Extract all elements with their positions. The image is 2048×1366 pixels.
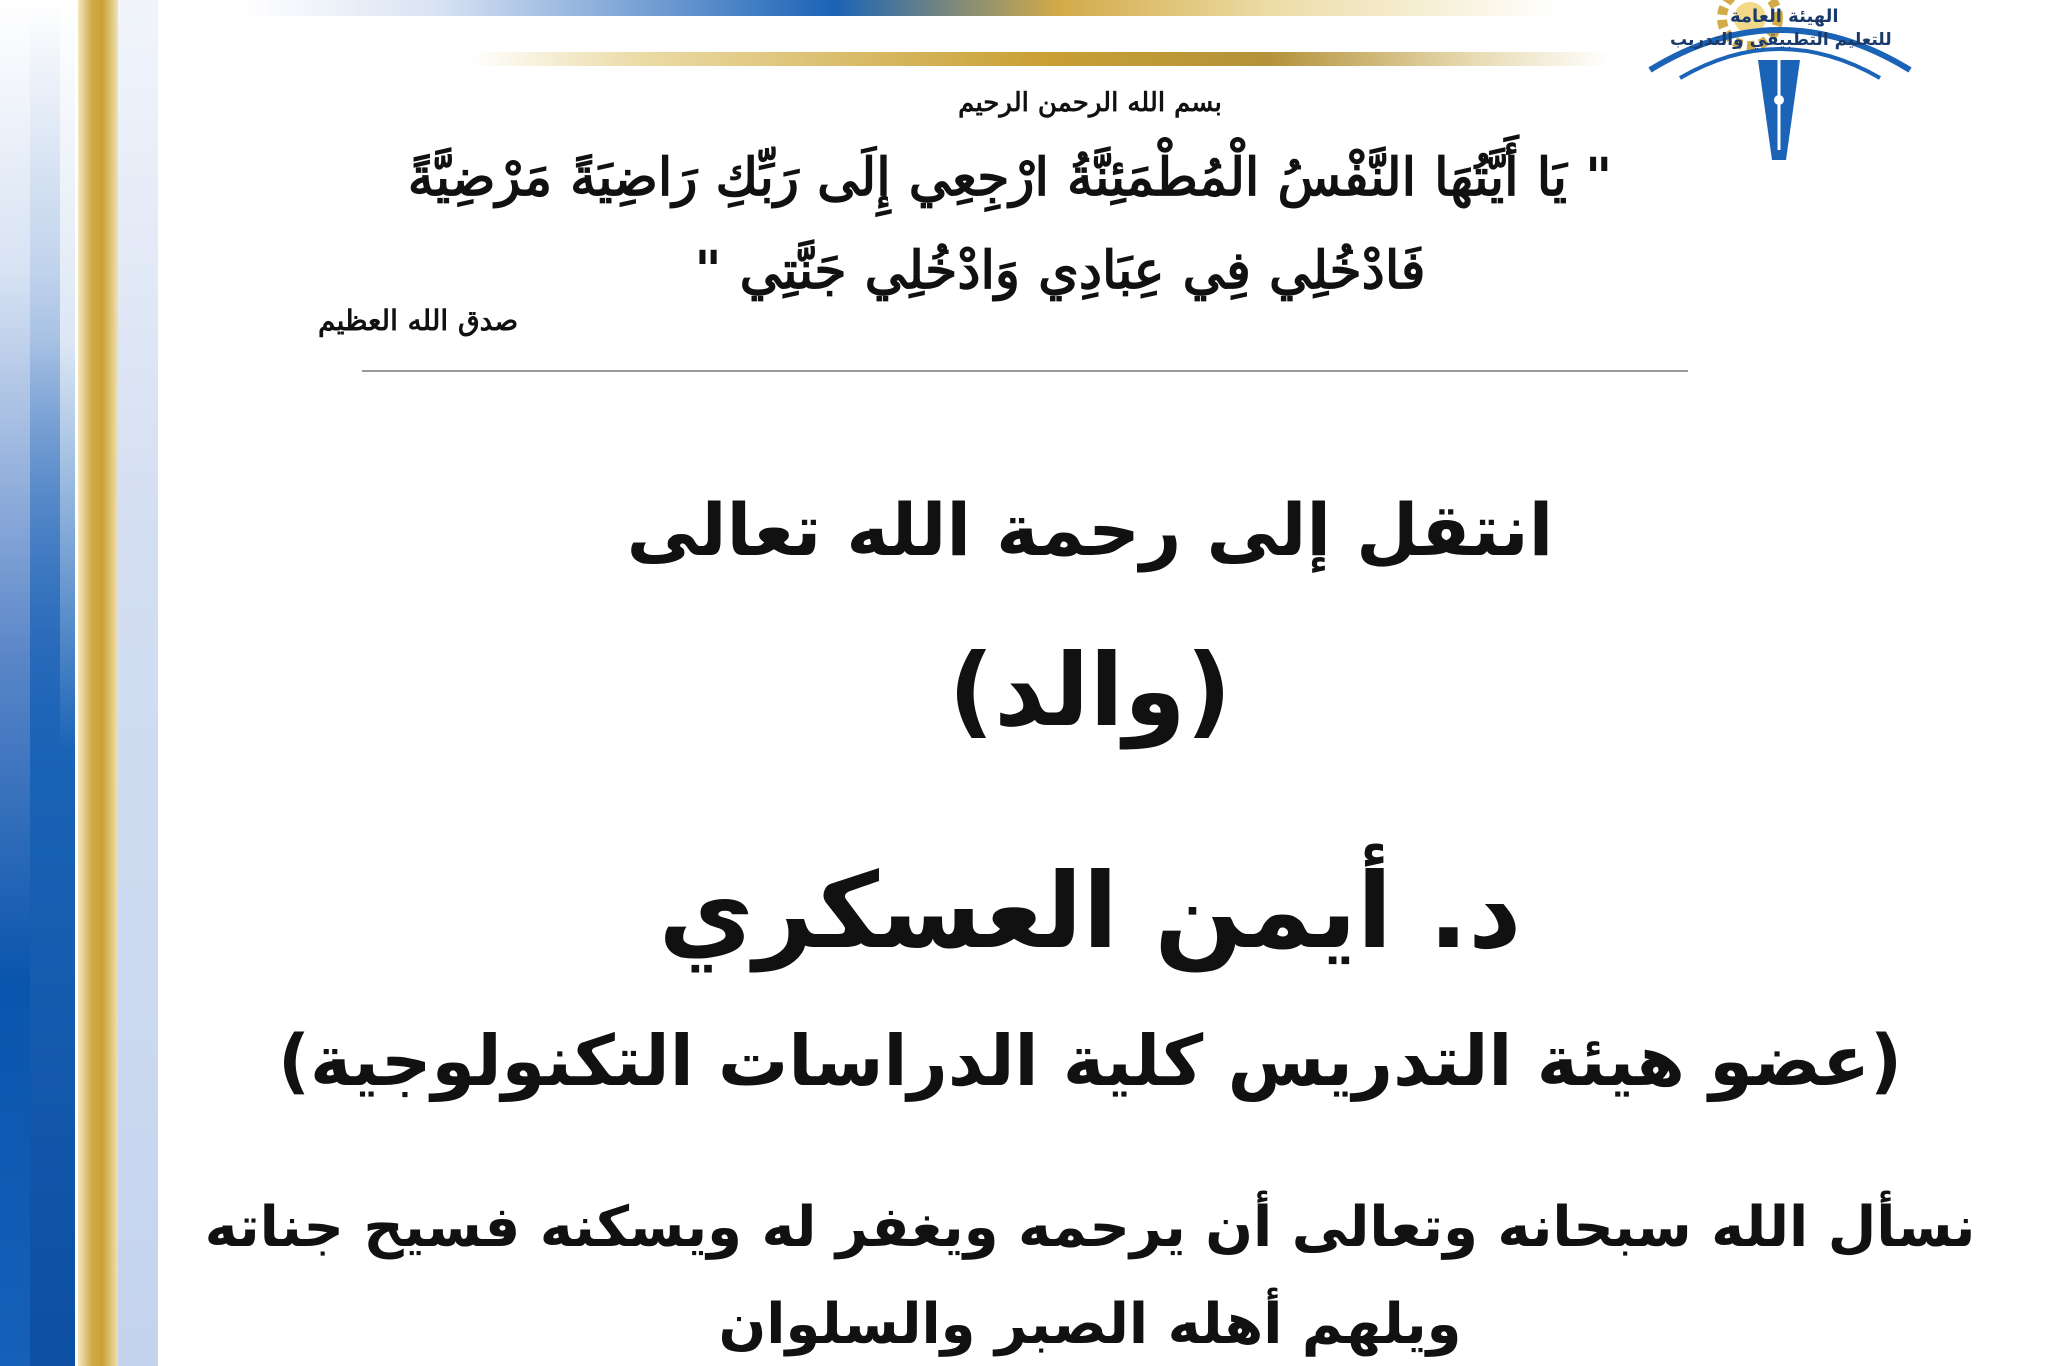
logo-line2: للتعليم التطبيقي والتدريب (1670, 30, 1892, 50)
gold-bar (78, 0, 118, 1366)
top-stripe-blue-gold (240, 0, 1560, 16)
light-blue-bar (118, 0, 158, 1366)
divider-line (362, 370, 1688, 372)
prayer-line1: نسأل الله سبحانه وتعالى أن يرحمه ويغفر له ويسكنه فسيح جناته (204, 1195, 1976, 1260)
left-decorative-border (0, 0, 170, 1366)
verse-line2: فَادْخُلِي فِي عِبَادِي وَادْخُلِي جَنَّتِي " (694, 240, 1426, 301)
verse-closing: صدق الله العظيم (318, 304, 519, 337)
deceased-relative-name: د. أيمن العسكري (658, 850, 1522, 972)
top-stripe-gold (470, 52, 1610, 66)
logo-line1: الهيئة العامة (1730, 6, 1839, 27)
announcement-heading: انتقل إلى رحمة الله تعالى (626, 488, 1554, 572)
relation-label: (والد) (948, 632, 1232, 749)
prayer-line2: ويلهم أهله الصبر والسلوان (718, 1292, 1462, 1357)
blue-strong-bar (30, 0, 75, 1366)
verse-line1: " يَا أَيَّتُهَا النَّفْسُ الْمُطْمَئِنَّةُ ارْجِعِي إِلَى رَبِّكِ رَاضِيَةً مَرْضِيَّةً (407, 147, 1613, 208)
position-title: (عضو هيئة التدريس كلية الدراسات التكنولوجية) (278, 1020, 1902, 1102)
basmala: بسم الله الرحمن الرحيم (958, 88, 1222, 118)
